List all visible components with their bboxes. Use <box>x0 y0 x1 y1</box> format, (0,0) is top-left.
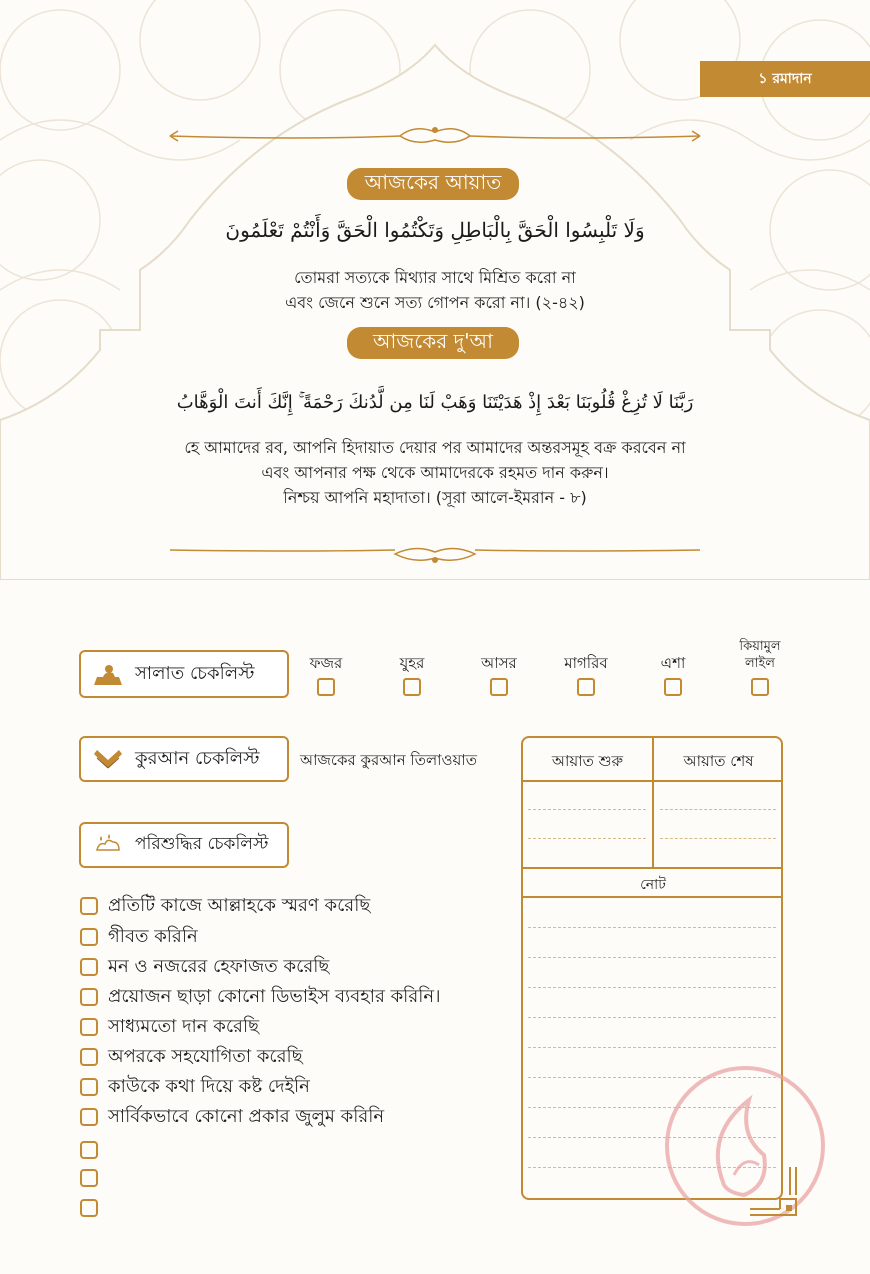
checkbox[interactable] <box>80 1078 98 1096</box>
checkbox[interactable] <box>80 1169 98 1187</box>
item-text: মন ও নজরের হেফাজত করেছি <box>108 955 330 977</box>
salat-checkbox[interactable] <box>664 678 682 696</box>
note-line[interactable] <box>528 957 776 958</box>
purification-item[interactable] <box>80 1138 108 1162</box>
purification-checklist-label <box>79 822 289 868</box>
purification-item[interactable] <box>80 1166 108 1190</box>
purification-item[interactable] <box>80 1045 303 1069</box>
write-line[interactable] <box>660 809 776 810</box>
dua-translation-1: হে আমাদের রব, আপনি হিদায়াত দেয়ার পর আমাদের অন্তরসমূহ বক্র করবেন না <box>184 438 686 457</box>
ayah-heading: আজকের আয়াত <box>347 168 519 200</box>
purification-item[interactable] <box>80 1075 310 1099</box>
salat-checkbox[interactable] <box>317 678 335 696</box>
quran-checklist-label <box>79 736 289 782</box>
col-ayah-end: আয়াত শেষ <box>683 752 754 770</box>
table-divider <box>521 867 783 869</box>
salat-name: কিয়ামুল লাইল <box>739 639 781 671</box>
checkbox[interactable] <box>80 988 98 1006</box>
purification-item[interactable] <box>80 925 198 949</box>
open-book-icon <box>91 744 125 774</box>
salat-name: মাগরিব <box>564 654 608 672</box>
checkbox[interactable] <box>80 1018 98 1036</box>
note-line[interactable] <box>528 927 776 928</box>
salat-checklist-label <box>79 650 289 698</box>
salat-checkbox[interactable] <box>403 678 421 696</box>
ornament-divider-icon <box>165 538 705 568</box>
salat-name: যুহর <box>399 654 425 672</box>
purification-label: পরিশুদ্ধির চেকলিস্ট <box>135 834 269 854</box>
salat-name: এশা <box>660 654 686 672</box>
salat-checkbox[interactable] <box>751 678 769 696</box>
purification-item[interactable] <box>80 1015 259 1039</box>
checkbox[interactable] <box>80 1048 98 1066</box>
item-text: প্রতিটি কাজে আল্লাহকে স্মরণ করেছি <box>108 894 371 916</box>
salat-name: ফজর <box>309 654 343 672</box>
prayer-mat-icon <box>91 659 125 689</box>
salat-qiyam[interactable] <box>725 638 795 696</box>
salat-isha[interactable] <box>638 638 708 696</box>
salat-checkbox[interactable] <box>490 678 508 696</box>
item-text: গীবত করিনি <box>108 925 198 947</box>
table-divider <box>521 780 783 782</box>
ayah-translation-1: তোমরা সত্যকে মিথ্যার সাথে মিশ্রিত করো না <box>294 268 576 287</box>
purification-item[interactable] <box>80 955 329 979</box>
item-text: সার্বিকভাবে কোনো প্রকার জুলুম করিনি <box>108 1105 385 1127</box>
salat-name: আসর <box>481 654 517 672</box>
salat-checkbox[interactable] <box>577 678 595 696</box>
note-line[interactable] <box>528 987 776 988</box>
checkbox[interactable] <box>80 1199 98 1217</box>
dua-arabic: رَبَّنَا لَا تُزِغْ قُلُوبَنَا بَعْدَ إِذْ هَدَيْتَنَا وَهَبْ لَنَا مِن لَّدُنكَ رَحْمَةً ۚ إِنَّكَ أَنتَ الْوَهَّابُ <box>176 392 694 413</box>
purification-item[interactable] <box>80 985 441 1009</box>
ayah-arabic: وَلَا تَلْبِسُوا الْحَقَّ بِالْبَاطِلِ وَتَكْتُمُوا الْحَقَّ وَأَنْتُمْ تَعْلَمُونَ <box>225 218 645 242</box>
note-label: নোট <box>640 877 666 893</box>
checkbox[interactable] <box>80 928 98 946</box>
purification-item[interactable] <box>80 894 370 918</box>
salat-maghrib[interactable] <box>551 638 621 696</box>
write-line[interactable] <box>528 809 646 810</box>
purification-item[interactable] <box>80 1196 108 1220</box>
day-label: ১ রমাদান <box>758 71 812 87</box>
item-text: সাধ্যমতো দান করেছি <box>108 1015 260 1037</box>
tilawat-label: আজকের কুরআন তিলাওয়াত <box>300 751 477 769</box>
salat-zuhr[interactable] <box>377 638 447 696</box>
salat-asr[interactable] <box>464 638 534 696</box>
dua-heading: আজকের দু'আ <box>347 327 519 359</box>
checkbox[interactable] <box>80 1141 98 1159</box>
write-line[interactable] <box>660 838 776 839</box>
note-line[interactable] <box>528 1047 776 1048</box>
salat-fajr[interactable] <box>291 638 361 696</box>
item-text: অপরকে সহযোগিতা করেছি <box>108 1045 303 1067</box>
ornament-divider-icon <box>165 122 705 152</box>
dua-translation-3: নিশ্চয় আপনি মহাদাতা। (সূরা আলে-ইমরান - ৮) <box>283 488 587 507</box>
quran-label: কুরআন চেকলিস্ট <box>135 747 260 769</box>
checkbox[interactable] <box>80 958 98 976</box>
write-line[interactable] <box>528 838 646 839</box>
col-ayah-start: আয়াত শুরু <box>551 752 624 770</box>
item-text: প্রয়োজন ছাড়া কোনো ডিভাইস ব্যবহার করিনি। <box>108 985 441 1007</box>
note-line[interactable] <box>528 1017 776 1018</box>
wudu-icon <box>91 830 125 860</box>
corner-ornament-icon <box>750 1165 810 1225</box>
checkbox[interactable] <box>80 1108 98 1126</box>
checkbox[interactable] <box>80 897 98 915</box>
purification-item[interactable] <box>80 1105 384 1129</box>
ayah-translation-2: এবং জেনে শুনে সত্য গোপন করো না। (২-৪২) <box>285 293 585 312</box>
item-text: কাউকে কথা দিয়ে কষ্ট দেইনি <box>108 1075 310 1097</box>
salat-label: সালাত চেকলিস্ট <box>135 662 255 684</box>
day-tab <box>700 61 870 97</box>
dua-translation-2: এবং আপনার পক্ষ থেকে আমাদেরকে রহমত দান করুন। <box>261 463 609 482</box>
